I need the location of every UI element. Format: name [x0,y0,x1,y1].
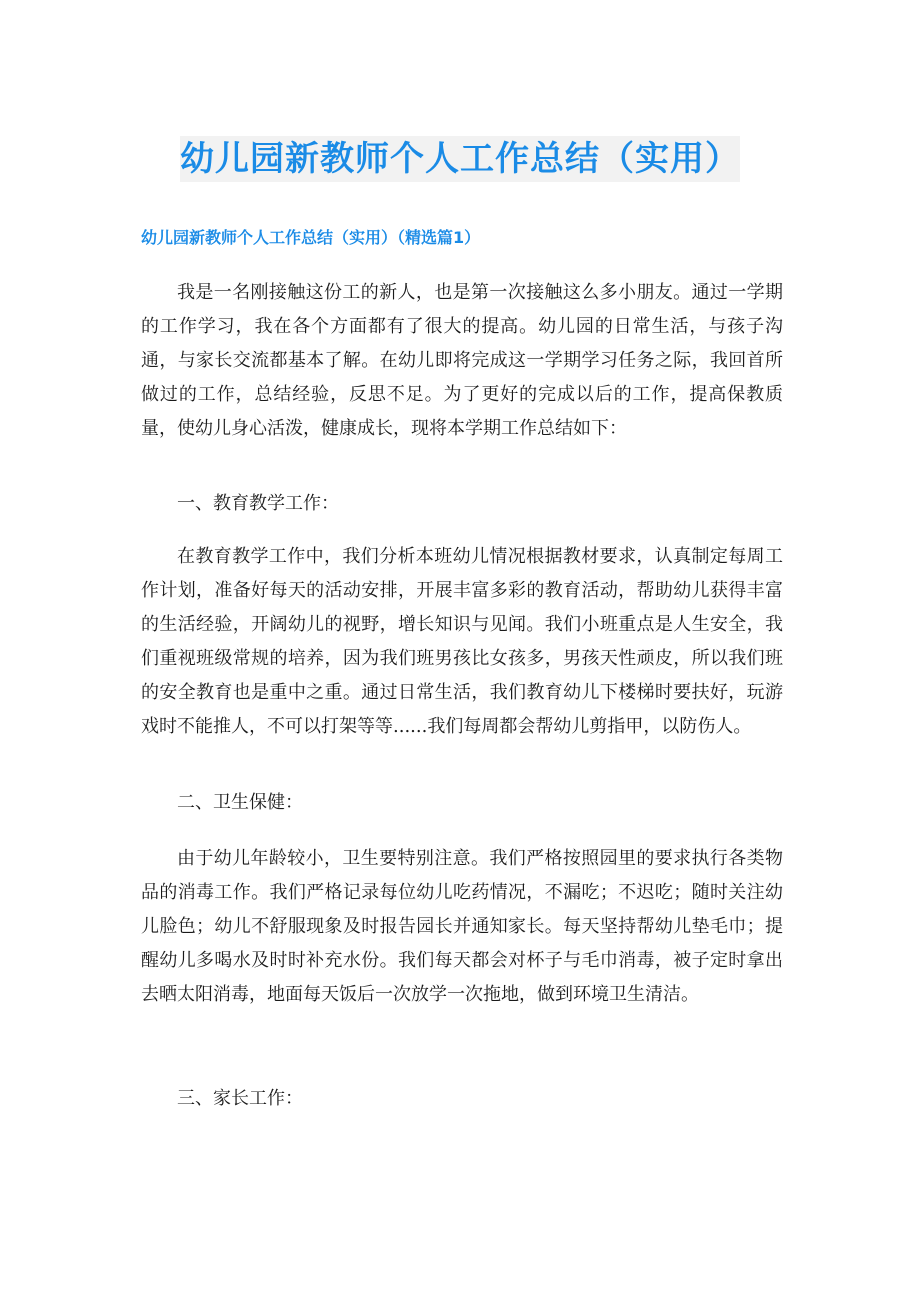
section-heading-health: 二、卫生保健： [177,792,303,813]
section-body-health: 由于幼儿年龄较小，卫生要特别注意。我们严格按照园里的要求执行各类物品的消毒工作。我们严格记录每位幼儿吃药情况，不漏吃；不迟吃；随时关注幼儿脸色；幼儿不舒服现象及时报告园长并通知家长。每天坚持帮幼儿垫毛巾；提醒幼儿多喝水及时时补充水份。我们每天都会对杯子与毛巾消毒，被子定时拿出去晒太阳消毒，地面每天饭后一次放学一次拖地，做到环境卫生清洁。 [141,848,783,1005]
section-heading-teaching: 一、教育教学工作： [177,493,339,514]
section-body-teaching: 在教育教学工作中，我们分析本班幼儿情况根据教材要求，认真制定每周工作计划，准备好每天的活动安排，开展丰富多彩的教育活动，帮助幼儿获得丰富的生活经验，开阔幼儿的视野，增长知识与见闻。我们小班重点是人生安全，我们重视班级常规的培养，因为我们班男孩比女孩多，男孩天性顽皮，所以我们班的安全教育也是重中之重。通过日常生活，我们教育幼儿下楼梯时要扶好，玩游戏时不能推人，不可以打架等等......我们每周都会帮幼儿剪指甲，以防伤人。 [141,546,783,737]
document-title: 幼儿园新教师个人工作总结（实用） [180,139,740,179]
article-subtitle: 幼儿园新教师个人工作总结（实用）（精选篇1） [141,228,481,247]
intro-paragraph: 我是一名刚接触这份工的新人，也是第一次接触这么多小朋友。通过一学期的工作学习，我在各个方面都有了很大的提高。幼儿园的日常生活，与孩子沟通，与家长交流都基本了解。在幼儿即将完成这一学期学习任务之际，我回首所做过的工作，总结经验，反思不足。为了更好的完成以后的工作，提高保教质量，使幼儿身心活泼，健康成长，现将本学期工作总结如下： [141,282,783,439]
section-heading-parents: 三、家长工作： [177,1088,303,1109]
